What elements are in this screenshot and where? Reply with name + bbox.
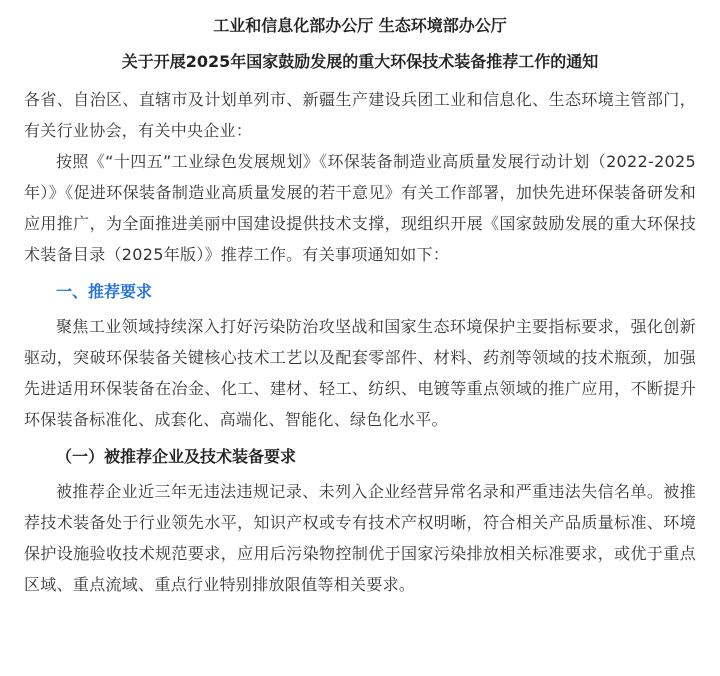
notice-title: 关于开展2025年国家鼓励发展的重大环保技术装备推荐工作的通知 [121,52,599,71]
section-paragraph-requirements: 聚焦工业领域持续深入打好污染防治攻坚战和国家生态环境保护主要指标要求，强化创新驱动，突破环保装备关键核心技术工艺以及配套零部件、材料、药剂等领域的技术瓶颈，加强先进适用环保装备在冶金、化工、建材、轻工、纺织、电镀等重点领域的推广应用，不断提升环保装备标准化、成套化、高端化、智能化、绿色化水平。 [24,317,696,429]
subsection-paragraph-enterprise: 被推荐企业近三年无违法违规记录、未列入企业经营异常名录和严重违法失信名单。被推荐技术装备处于行业领先水平，知识产权或专有技术产权明晰，符合相关产品质量标准、环境保护设施验收技术规范要求，应用后污染物控制优于国家污染排放相关标准要求，或优于重点区域、重点流域、重点行业特别排放限值等相关要求。 [24,482,696,594]
subsection-heading-enterprise: （一）被推荐企业及技术装备要求 [56,447,297,466]
issuer-heading: 工业和信息化部办公厅 生态环境部办公厅 [213,16,507,35]
addressees-paragraph: 各省、自治区、直辖市及计划单列市、新疆生产建设兵团工业和信息化、生态环境主管部门，有关行业协会，有关中央企业： [24,90,696,140]
section-heading-requirements: 一、推荐要求 [56,282,153,301]
intro-paragraph: 按照《“十四五”工业绿色发展规划》《环保装备制造业高质量发展行动计划（2022-2025年）》《促进环保装备制造业高质量发展的若干意见》有关工作部署，加快先进环保装备研发和应用推广，为全面推进美丽中国建设提供技术支撑，现组织开展《国家鼓励发展的重大环保技术装备目录（2025年版）》推荐工作。有关事项通知如下： [24,152,696,264]
